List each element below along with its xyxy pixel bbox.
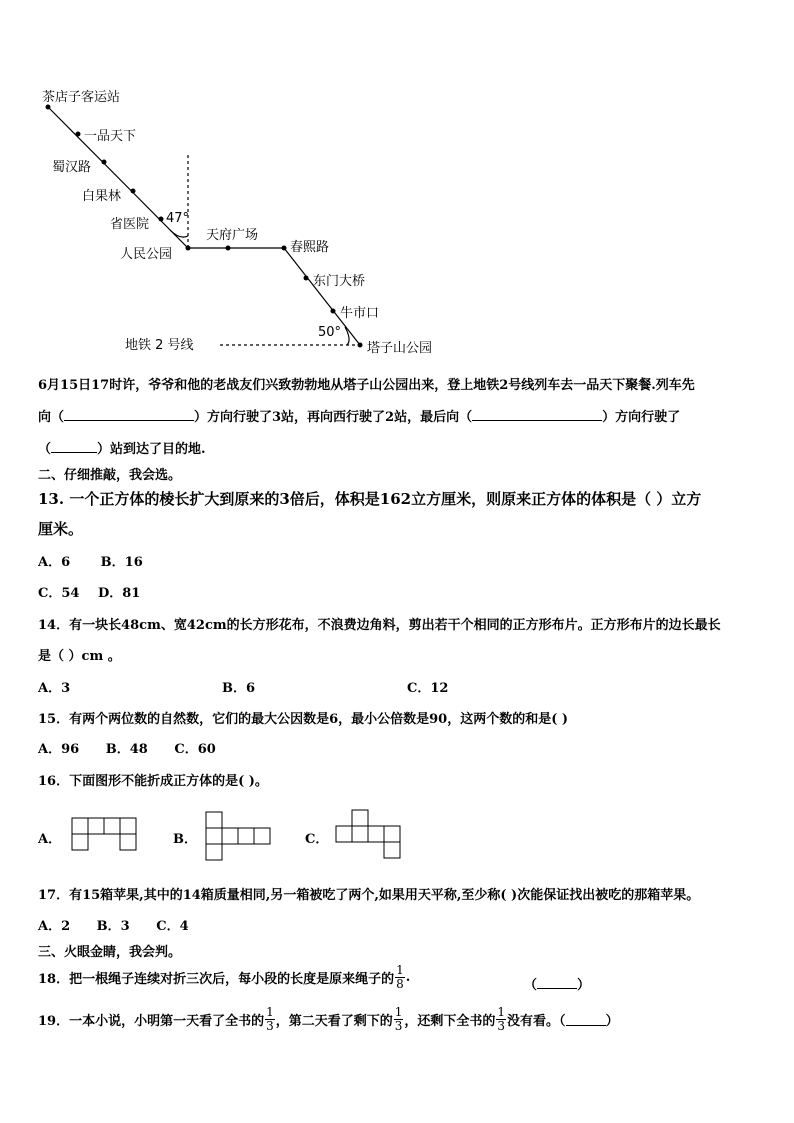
fraction-denominator: 8 bbox=[396, 977, 404, 991]
cube-net-c bbox=[334, 808, 404, 860]
cube-net-b bbox=[204, 810, 274, 862]
q15-options bbox=[38, 738, 216, 757]
q13-option-c[interactable]: C．54 bbox=[38, 586, 80, 601]
intro-text: ）方向行驶了 bbox=[602, 410, 681, 425]
q17-option-b[interactable]: B．3 bbox=[96, 919, 130, 934]
angle-arc-47 bbox=[170, 230, 188, 237]
fraction-denominator: 3 bbox=[394, 1019, 403, 1033]
q13-options-row-1 bbox=[38, 551, 143, 570]
intro-line-2 bbox=[38, 406, 680, 425]
q16-option-c[interactable]: C． bbox=[305, 832, 329, 847]
station-label-3: 白果林 bbox=[82, 189, 122, 204]
fraction-one-eighth bbox=[395, 964, 405, 991]
station-dot-8 bbox=[304, 276, 309, 281]
station-dot-4 bbox=[159, 217, 164, 222]
q13-option-b[interactable]: B．16 bbox=[100, 555, 143, 570]
q14-option-c[interactable]: C．12 bbox=[407, 681, 449, 696]
station-label-4: 省医院 bbox=[110, 217, 150, 232]
q16-text: 16．下面图形不能折成正方体的是( )。 bbox=[38, 774, 268, 789]
section-2-title: 二、仔细推敲，我会选。 bbox=[38, 468, 182, 483]
station-label-10: 塔子山公园 bbox=[367, 341, 433, 356]
intro-text: （ bbox=[38, 442, 52, 457]
q13-option-d[interactable]: D．81 bbox=[97, 586, 141, 601]
q19-part-c: ，还剩下全书的 bbox=[404, 1014, 496, 1029]
intro-text: ）站到达了目的地. bbox=[97, 442, 206, 457]
subway-line-label: 地铁 2 号线 bbox=[125, 338, 194, 353]
answer-blank[interactable] bbox=[566, 1013, 606, 1026]
station-dot-5 bbox=[186, 246, 191, 251]
station-label-2: 蜀汉路 bbox=[52, 160, 92, 175]
q17-options bbox=[38, 915, 189, 934]
q17-option-c[interactable]: C．4 bbox=[156, 919, 189, 934]
q14-option-b[interactable]: B．6 bbox=[222, 681, 256, 696]
q13-text-cont: 厘米。 bbox=[38, 520, 84, 538]
q19-part-b: ，第二天看了剩下的 bbox=[275, 1014, 393, 1029]
q13-text: 13. 一个正方体的棱长扩大到原来的3倍后，体积是162立方厘米，则原来正方体的体积是（ ）立方 bbox=[38, 490, 702, 508]
cube-net-a bbox=[70, 816, 138, 852]
subway-map bbox=[0, 0, 794, 360]
paren-right: ） bbox=[577, 978, 591, 993]
station-label-9: 牛市口 bbox=[340, 306, 380, 321]
station-start-label: 茶店子客运站 bbox=[42, 90, 121, 105]
q18-judgement bbox=[524, 974, 590, 993]
q18-statement: 18．把一根绳子连续对折三次后，每小段的长度是原来绳子的 bbox=[38, 972, 395, 987]
station-dot-3 bbox=[131, 189, 136, 194]
q19-part-a: 19．一本小说，小明第一天看了全书的 bbox=[38, 1014, 265, 1029]
q18-period: . bbox=[405, 970, 411, 985]
fraction-numerator: 1 bbox=[396, 963, 404, 977]
station-label-8: 东门大桥 bbox=[313, 274, 366, 289]
station-dot-6 bbox=[226, 246, 231, 251]
q15-text: 15．有两个两位数的自然数，它们的最大公因数是6，最小公倍数是90，这两个数的和是( ) bbox=[38, 712, 569, 727]
fraction-numerator: 1 bbox=[497, 1005, 506, 1019]
station-label-5: 人民公园 bbox=[120, 247, 173, 262]
station-dot-7 bbox=[282, 246, 287, 251]
paren-left: （ bbox=[524, 978, 538, 993]
q15-option-a[interactable]: A．96 bbox=[38, 742, 80, 757]
station-label-1: 一品天下 bbox=[84, 129, 137, 144]
q16-option-b[interactable]: B． bbox=[173, 832, 197, 847]
answer-blank[interactable] bbox=[537, 976, 577, 989]
fraction-numerator: 1 bbox=[266, 1005, 274, 1019]
q17-text: 17．有15箱苹果,其中的14箱质量相同,另一箱被吃了两个,如果用天平称,至少称( )次能保证找出被吃的那箱苹果。 bbox=[38, 888, 700, 903]
q13-option-a[interactable]: A．6 bbox=[38, 555, 71, 570]
q14-text: 14．有一块长48cm、宽42cm的长方形花布，不浪费边角料，剪出若干个相同的正方形布片。正方形布片的边长最长 bbox=[38, 618, 721, 633]
intro-line-3 bbox=[38, 438, 206, 457]
fraction-one-third bbox=[265, 1006, 275, 1033]
q16-option-a[interactable]: A． bbox=[38, 832, 62, 847]
fraction-denominator: 3 bbox=[497, 1019, 506, 1033]
q19-text bbox=[38, 1006, 619, 1033]
angle-label-50: 50° bbox=[318, 325, 342, 340]
q17-option-a[interactable]: A．2 bbox=[38, 919, 71, 934]
angle-label-47: 47° bbox=[166, 211, 190, 226]
q13-options-row-2 bbox=[38, 582, 140, 601]
fraction-one-third bbox=[496, 1006, 506, 1033]
fraction-numerator: 1 bbox=[394, 1005, 403, 1019]
q14-option-a[interactable]: A．3 bbox=[38, 681, 71, 696]
q19-part-e: ） bbox=[605, 1014, 619, 1029]
station-label-7: 春熙路 bbox=[290, 240, 330, 255]
station-dot-start bbox=[46, 105, 51, 110]
station-dot-2 bbox=[102, 160, 107, 165]
station-label-6: 天府广场 bbox=[206, 228, 259, 243]
q18-text bbox=[38, 964, 410, 991]
q19-part-d: 没有看。（ bbox=[507, 1014, 566, 1029]
intro-line-1: 6月15日17时许，爷爷和他的老战友们兴致勃勃地从塔子山公园出来，登上地铁2号线列车去一品天下聚餐.列车先 bbox=[38, 378, 695, 393]
answer-blank[interactable] bbox=[51, 440, 97, 453]
fraction-one-third bbox=[394, 1006, 404, 1033]
q15-option-b[interactable]: B．48 bbox=[105, 742, 148, 757]
section-3-title: 三、火眼金睛，我会判。 bbox=[38, 945, 182, 960]
q14-text-cont: 是（ ）cm 。 bbox=[38, 649, 121, 664]
answer-blank[interactable] bbox=[472, 408, 602, 421]
station-dot-10 bbox=[358, 343, 363, 348]
station-dot-1 bbox=[76, 132, 81, 137]
fraction-denominator: 3 bbox=[266, 1019, 274, 1033]
answer-blank[interactable] bbox=[64, 408, 194, 421]
station-dot-9 bbox=[331, 309, 336, 314]
q15-option-c[interactable]: C．60 bbox=[174, 742, 216, 757]
intro-text: ）方向行驶了3站，再向西行驶了2站，最后向（ bbox=[194, 410, 473, 425]
intro-text: 向（ bbox=[38, 410, 65, 425]
